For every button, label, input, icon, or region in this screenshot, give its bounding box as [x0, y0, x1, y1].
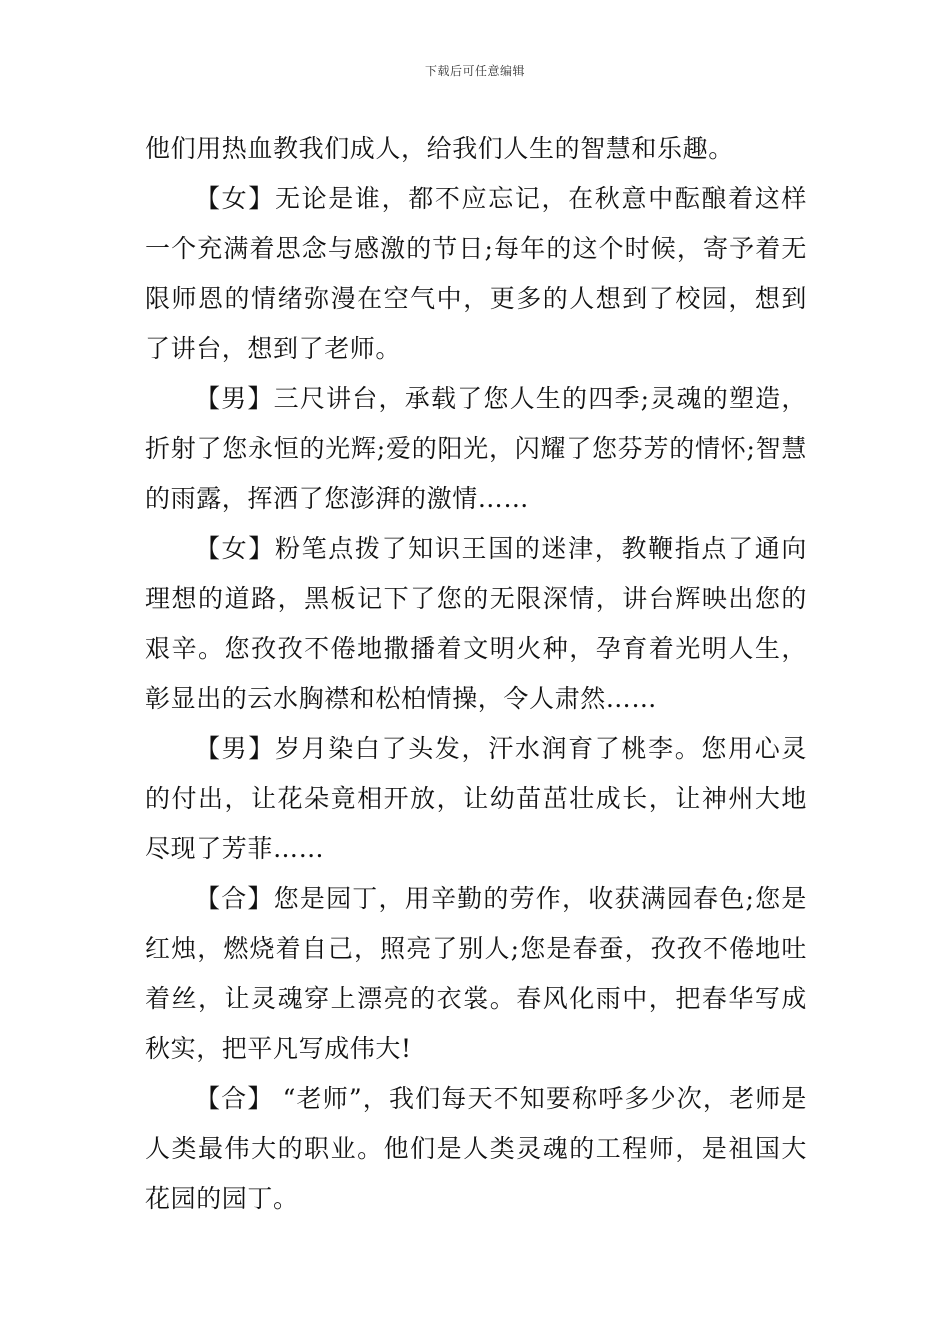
paragraph: 【男】岁月染白了头发，汗水润育了桃李。您用心灵的付出，让花朵竟相开放，让幼苗茁壮成长，让神州大地尽现了芳菲…… [145, 734, 807, 863]
body-text [145, 124, 807, 1224]
paragraph: 【合】 “老师”，我们每天不知要称呼多少次，老师是人类最伟大的职业。他们是人类灵魂的工程师，是祖国大花园的园丁。 [145, 1084, 807, 1213]
page-header: 下载后可任意编辑 [424, 64, 525, 78]
paragraph: 【合】您是园丁，用辛勤的劳作，收获满园春色;您是红烛，燃烧着自己，照亮了别人;您是春蚕，孜孜不倦地吐着丝，让灵魂穿上漂亮的衣裳。春风化雨中，把春华写成秋实，把平凡写成伟大! [145, 884, 807, 1063]
paragraph: 他们用热血教我们成人，给我们人生的智慧和乐趣。 [145, 134, 734, 163]
paragraph: 【女】无论是谁，都不应忘记，在秋意中酝酿着这样一个充满着思念与感激的节日;每年的这个时候，寄予着无限师恩的情绪弥漫在空气中，更多的人想到了校园，想到了讲台，想到了老师。 [145, 184, 807, 363]
paragraph: 【女】粉笔点拨了知识王国的迷津，教鞭指点了通向理想的道路，黑板记下了您的无限深情，讲台辉映出您的艰辛。您孜孜不倦地撒播着文明火种，孕育着光明人生，彰显出的云水胸襟和松柏情操，令人肃然…… [145, 534, 807, 713]
paragraph: 【男】三尺讲台，承载了您人生的四季;灵魂的塑造，折射了您永恒的光辉;爱的阳光，闪耀了您芬芳的情怀;智慧的雨露，挥洒了您澎湃的激情…… [145, 384, 807, 513]
